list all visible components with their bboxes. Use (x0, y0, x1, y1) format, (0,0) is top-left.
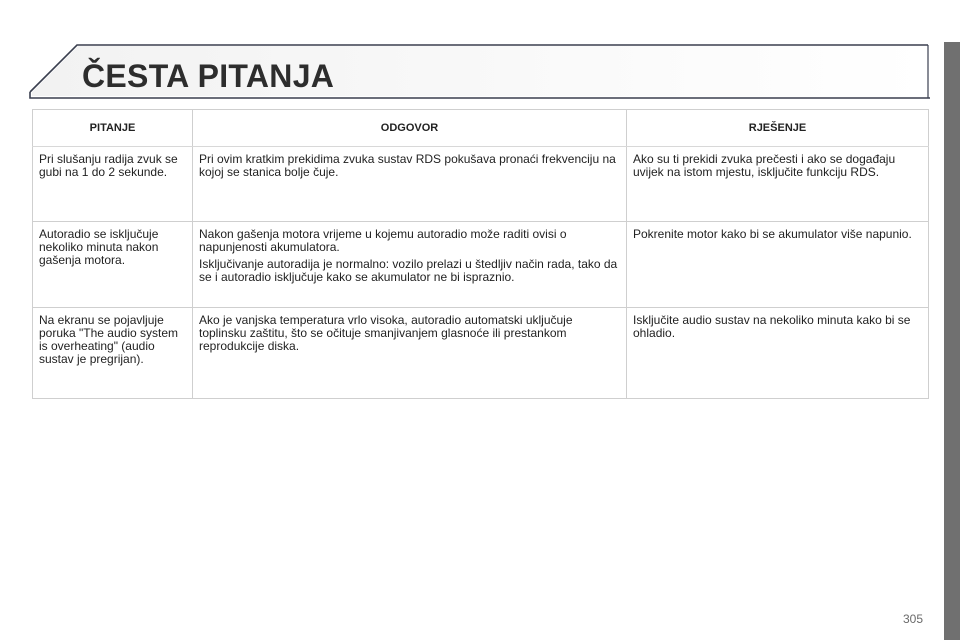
page-number: 305 (903, 612, 924, 626)
answer-text: Isključivanje autoradija je normalno: vozilo prelazi u štedljiv način rada, tako da se i autoradio isključuje kako se akumulator ne bi ispraznio. (199, 257, 618, 284)
question-text: Na ekranu se pojavljuje poruka "The audio system is overheating" (audio sustav je pregrijan). (39, 313, 178, 366)
answer-cell (193, 308, 627, 399)
question-cell (33, 308, 193, 399)
table-header-row (33, 110, 929, 147)
table-row (33, 222, 929, 308)
question-text: Pri slušanju radija zvuk se gubi na 1 do 2 sekunde. (39, 152, 178, 179)
question-cell (33, 222, 193, 308)
question-text: Autoradio se isključuje nekoliko minuta nakon gašenja motora. (39, 227, 159, 267)
answer-cell (193, 147, 627, 222)
column-header-answer: ODGOVOR (193, 110, 627, 147)
answer-cell (193, 222, 627, 308)
solution-cell (627, 308, 929, 399)
table-row (33, 308, 929, 399)
answer-text: Ako je vanjska temperatura vrlo visoka, autoradio automatski uključuje toplinsku zaštitu, što se očituje smanjivanjem glasnoće ili prestankom reprodukcije diska. (199, 313, 573, 353)
solution-text: Ako su ti prekidi zvuka prečesti i ako se događaju uvijek na istom mjestu, isključite funkciju RDS. (633, 152, 896, 179)
column-header-question: PITANJE (33, 110, 193, 147)
solution-text: Isključite audio sustav na nekoliko minuta kako bi se ohladio. (633, 313, 911, 340)
question-cell (33, 147, 193, 222)
answer-text: Pri ovim kratkim prekidima zvuka sustav RDS pokušava pronaći frekvenciju na kojoj se stanica bolje čuje. (199, 152, 616, 179)
table-row (33, 147, 929, 222)
answer-text: Nakon gašenja motora vrijeme u kojemu autoradio može raditi ovisi o napunjenosti akumulatora. (199, 227, 567, 254)
column-header-solution: RJEŠENJE (627, 110, 929, 147)
side-tab-strip (944, 42, 960, 640)
solution-cell (627, 147, 929, 222)
solution-text: Pokrenite motor kako bi se akumulator više napunio. (633, 227, 912, 241)
solution-cell (627, 222, 929, 308)
faq-table (32, 109, 929, 399)
faq-table-container (32, 109, 928, 399)
page-title: ČESTA PITANJA (82, 58, 335, 94)
